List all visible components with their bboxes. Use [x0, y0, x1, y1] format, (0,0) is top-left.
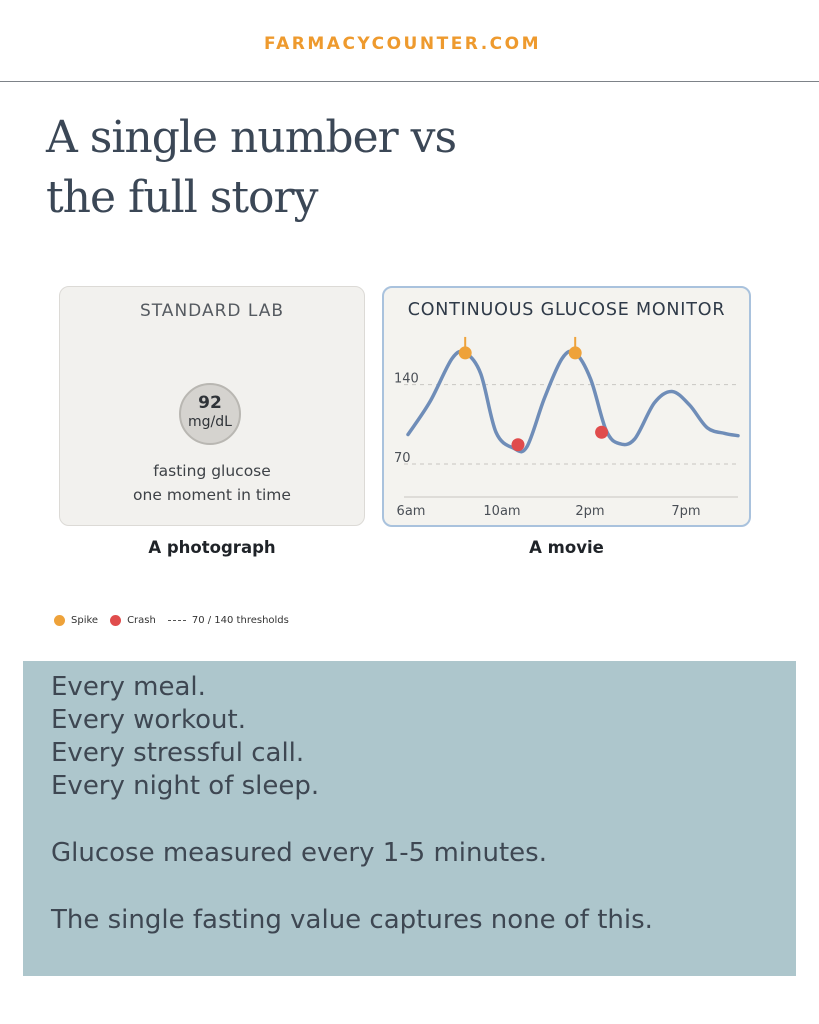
y-tick-label: 70	[394, 451, 411, 466]
cgm-title: CONTINUOUS GLUCOSE MONITOR	[407, 300, 726, 320]
cgm-card	[382, 286, 751, 527]
header-divider	[0, 81, 819, 82]
glucose-unit: mg/dL	[188, 414, 232, 430]
lab-description	[60, 459, 364, 507]
legend-thresholds	[168, 615, 289, 626]
summary-panel	[23, 661, 796, 976]
headline-line-1: A single number vs	[46, 112, 457, 163]
standard-lab-card	[59, 286, 365, 526]
dashed-line-icon	[168, 620, 186, 621]
legend-crash-label: Crash	[127, 615, 156, 626]
x-tick-label: 6am	[396, 504, 426, 519]
panel-line-3: Every stressful call.	[51, 738, 305, 768]
x-tick-label: 7pm	[671, 504, 701, 519]
crash-point	[595, 426, 608, 439]
legend-spike	[54, 615, 98, 626]
lab-description-line-1: fasting glucose	[153, 462, 271, 480]
x-tick-label: 2pm	[575, 504, 605, 519]
glucose-series-line	[408, 351, 738, 451]
cgm-caption: A movie	[529, 538, 604, 557]
lab-description-line-2: one moment in time	[133, 486, 291, 504]
headline	[46, 108, 456, 228]
crash-dot-icon	[110, 615, 121, 626]
panel-line-6: The single fasting value captures none of this.	[51, 905, 653, 935]
lab-caption: A photograph	[148, 538, 276, 557]
x-tick-label: 10am	[483, 504, 521, 519]
legend-spike-label: Spike	[71, 615, 99, 626]
legend	[54, 615, 301, 626]
panel-line-5: Glucose measured every 1-5 minutes.	[51, 838, 547, 868]
standard-lab-title: STANDARD LAB	[139, 301, 285, 321]
spike-point	[569, 346, 582, 359]
panel-line-1: Every meal.	[51, 672, 206, 702]
crash-point	[512, 438, 525, 451]
spike-dot-icon	[54, 615, 65, 626]
cgm-chart	[384, 288, 749, 525]
y-tick-label: 140	[394, 371, 419, 387]
panel-line-2: Every workout.	[51, 705, 246, 735]
headline-line-2: the full story	[46, 172, 318, 223]
glucose-value-badge	[179, 383, 241, 445]
legend-crash	[110, 615, 156, 626]
glucose-value: 92	[198, 393, 222, 413]
site-name: FARMACYCOUNTER.COM	[263, 34, 542, 54]
legend-thresholds-label: 70 / 140 thresholds	[191, 615, 289, 626]
panel-line-4: Every night of sleep.	[51, 771, 320, 801]
spike-point	[459, 346, 472, 359]
